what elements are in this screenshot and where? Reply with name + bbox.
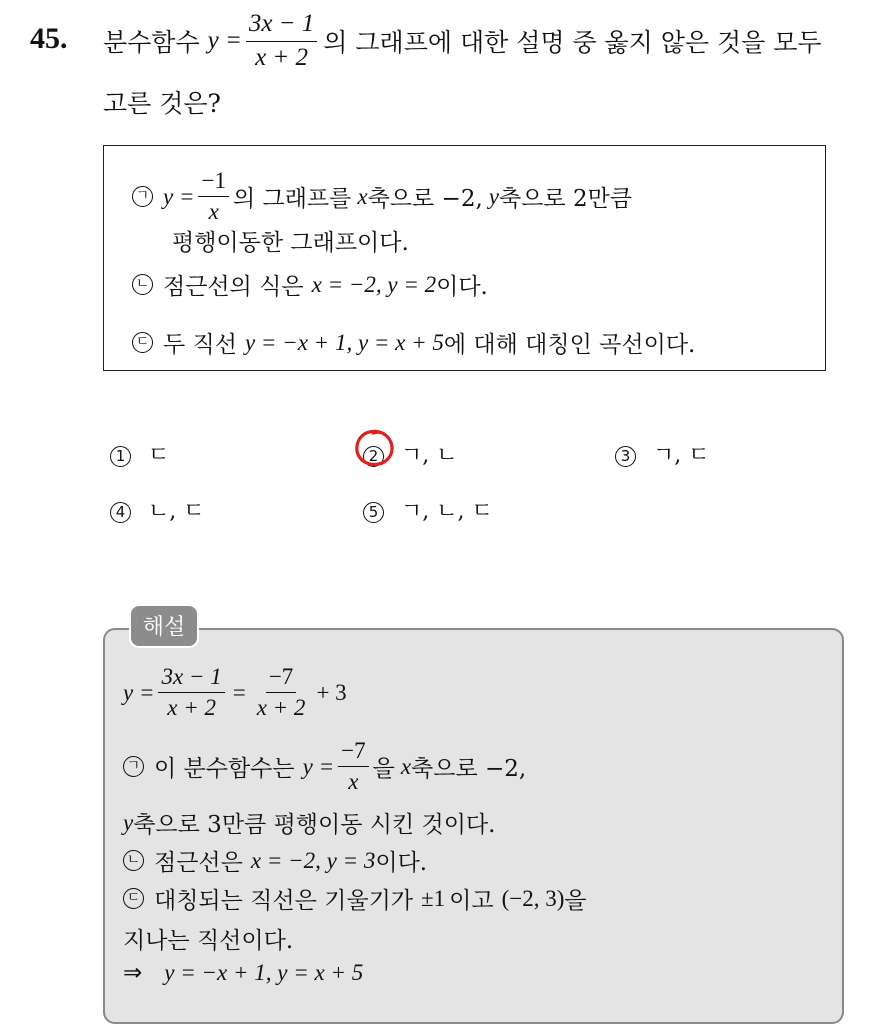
question-fraction — [246, 10, 317, 73]
question-number: 45. — [30, 22, 68, 55]
statement-a-x: x — [357, 183, 368, 209]
solution-line-4 — [123, 844, 427, 877]
question-line-2: 고른 것은? — [103, 89, 221, 118]
solution-equals: = — [232, 679, 246, 705]
fraction-denominator: x — [348, 769, 359, 795]
option-label-2: ㄱ, ㄴ — [401, 443, 458, 468]
solution-line-5-text-1: 대칭되는 직선은 기울기가 — [154, 888, 414, 914]
solution-line-2-x: x — [400, 753, 412, 779]
statement-c-text-2: 에 대해 대칭인 곡선이다. — [443, 332, 696, 358]
statement-a-fraction — [198, 168, 228, 226]
fraction-denominator: x + 2 — [167, 695, 216, 721]
solution-line-7-eq: y = −x + 1, y = x + 5 — [164, 960, 364, 985]
option-label-3: ㄱ, ㄷ — [653, 443, 710, 468]
solution-line-5-point: (−2, 3) — [501, 885, 565, 911]
statement-b — [132, 268, 488, 301]
solution-line-2-text-1: 이 분수함수는 — [154, 756, 295, 783]
option-number-2: 2 — [363, 446, 384, 467]
solution-line-4-eq: x = −2, y = 3 — [250, 847, 376, 873]
solution-line-5-text-2: 이고 — [449, 888, 494, 914]
solution-line-7 — [123, 960, 363, 986]
solution-line-5 — [123, 882, 587, 915]
question-line-1 — [103, 10, 822, 73]
statement-b-text-1: 점근선의 식은 — [163, 274, 304, 300]
solution-line-2-text-2: 을 — [372, 756, 395, 783]
solution-tab: 해설 — [129, 604, 199, 648]
option-label-4: ㄴ, ㄷ — [148, 499, 205, 524]
solution-line-3-y: y — [123, 809, 134, 835]
solution-line-1 — [123, 664, 347, 722]
solution-line-6: 지나는 직선이다. — [123, 928, 294, 954]
fraction-numerator: −1 — [198, 168, 228, 197]
solution-line-5-text-3: 을 — [564, 888, 587, 914]
solution-line-5-pm: ±1 — [421, 885, 446, 911]
statement-a-eq: y = — [163, 183, 195, 209]
option-4[interactable] — [110, 494, 205, 525]
statement-a-text-2: 축으로 −2, — [367, 186, 483, 213]
statement-b-marker: ㄴ — [132, 274, 153, 295]
option-number-3: 3 — [615, 446, 636, 467]
solution-marker-c: ㄷ — [123, 888, 144, 909]
solution-fraction-1 — [158, 664, 224, 722]
statement-c — [132, 326, 695, 359]
answer-mark-icon — [354, 428, 396, 468]
statement-b-text-2: 이다. — [436, 274, 488, 300]
option-number-4: 4 — [110, 502, 131, 523]
statement-c-eq: y = −x + 1, y = x + 5 — [244, 329, 444, 355]
statement-a-marker: ㄱ — [132, 186, 153, 207]
solution-eq-tail: + 3 — [316, 679, 347, 705]
statement-c-marker: ㄷ — [132, 332, 153, 353]
option-number-1: 1 — [110, 446, 131, 467]
option-3[interactable] — [615, 438, 710, 469]
solution-marker-b: ㄴ — [123, 850, 144, 871]
question-text-pre: 분수함수 — [103, 28, 200, 58]
implies-arrow-icon: ⇒ — [123, 960, 143, 985]
fraction-numerator: −7 — [338, 738, 368, 767]
option-label-1: ㄷ — [148, 443, 170, 468]
fraction-numerator: −7 — [266, 664, 296, 693]
fraction-denominator: x + 2 — [256, 695, 306, 721]
solution-eq-lhs: y = — [123, 679, 155, 705]
option-1[interactable] — [110, 438, 169, 469]
statement-c-text-1: 두 직선 — [163, 332, 237, 358]
solution-line-2-fraction — [338, 738, 368, 796]
statement-a-text-1: 의 그래프를 — [232, 186, 352, 213]
fraction-denominator: x + 2 — [255, 43, 309, 71]
solution-line-4-text-1: 점근선은 — [154, 850, 243, 876]
option-5[interactable] — [363, 494, 493, 525]
solution-line-2 — [123, 738, 526, 796]
solution-line-2-text-3: 축으로 −2, — [411, 756, 527, 783]
solution-line-4-text-2: 이다. — [375, 850, 428, 876]
solution-fraction-2 — [254, 664, 309, 722]
statement-a-y: y — [488, 183, 499, 209]
solution-line-3-text: 축으로 3만큼 평행이동 시킨 것이다. — [133, 812, 496, 838]
question-eq-lhs: y = — [207, 27, 242, 55]
question-text-post: 의 그래프에 대한 설명 중 옳지 않은 것을 모두 — [323, 28, 822, 58]
solution-line-2-eq: y = — [302, 753, 335, 779]
option-label-5: ㄱ, ㄴ, ㄷ — [401, 499, 493, 524]
statement-a-line-2: 평행이동한 그래프이다. — [172, 230, 409, 256]
statement-b-eq: x = −2, y = 2 — [311, 271, 437, 297]
fraction-numerator: 3x − 1 — [158, 664, 224, 693]
fraction-denominator: x — [208, 199, 219, 225]
solution-line-3 — [123, 806, 495, 839]
option-number-5: 5 — [363, 502, 384, 523]
statement-a — [132, 168, 632, 226]
fraction-numerator: 3x − 1 — [246, 10, 317, 42]
statement-a-text-3: 축으로 2만큼 — [499, 186, 633, 213]
solution-marker-a: ㄱ — [123, 756, 144, 777]
